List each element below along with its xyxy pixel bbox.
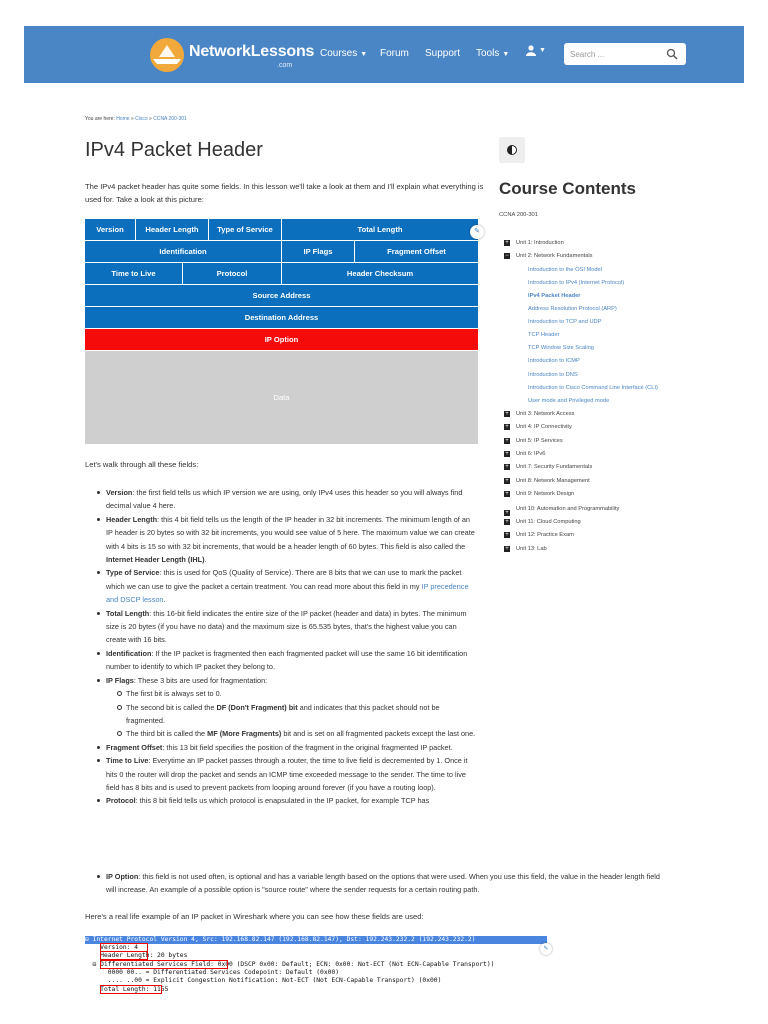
description: : this field is not used often, is optional and has a variable length based on the options that were used. When you use this field, the value in the header length field will increase. An example of a possible option is "source route" where the sender requests for a certain routing path. — [106, 872, 660, 895]
chevron-down-icon: ▼ — [360, 51, 368, 58]
course-name: CCNA 200-301 — [499, 212, 538, 218]
emphasis: MF (More Fragments) — [207, 729, 282, 739]
lesson-list — [504, 264, 694, 408]
logo-text: NetworkLessons — [189, 43, 315, 60]
list-item — [106, 794, 478, 807]
nav-forum[interactable] — [380, 48, 409, 59]
nav-tools[interactable] — [476, 48, 509, 59]
expand-icon[interactable]: + — [505, 451, 509, 458]
wireshark-line: ⊟ Differentiated Services Field: 0x00 (DSCP 0x00: Default; ECN: 0x00: Not-ECT (Not ECN-Capable Transport)) — [85, 961, 495, 968]
sub-list-item — [126, 687, 478, 700]
list-item — [106, 741, 478, 754]
list-item — [106, 647, 478, 674]
lesson-link[interactable]: TCP Window Size Scaling — [528, 345, 594, 352]
term: IP Flags — [106, 675, 134, 685]
walk-through-text: Let's walk through all these fields: — [85, 460, 199, 469]
emphasis: Internet Header Length (IHL) — [106, 555, 205, 565]
intro-paragraph: The IPv4 packet header has quite some fields. In this lesson we'll take a look at them and I'll explain what everything is used for. Take a look at this picture: — [85, 182, 484, 204]
unit-label: Unit 9: Network Design — [516, 491, 575, 498]
lesson-link[interactable]: Address Resolution Protocol (ARP) — [528, 306, 617, 313]
expand-icon[interactable]: + — [505, 518, 509, 525]
expand-icon[interactable]: + — [505, 424, 509, 431]
theme-toggle-button[interactable] — [499, 137, 525, 163]
list-item — [106, 607, 478, 647]
term: Identification — [106, 648, 152, 658]
unit-label: Unit 5: IP Services — [516, 437, 563, 444]
unit-item[interactable] — [504, 237, 694, 250]
field-list — [106, 486, 478, 808]
search-box — [564, 43, 686, 65]
lesson-link-active[interactable]: IPv4 Packet Header — [528, 293, 581, 299]
lesson-link[interactable]: Introduction to IPv4 (Internet Protocol) — [528, 279, 625, 286]
unit-item[interactable] — [504, 435, 694, 448]
list-item — [106, 754, 478, 794]
unit-label: Unit 13: Lab — [516, 545, 547, 552]
description: and indicates that this packet should not be fragmented. — [126, 702, 440, 725]
expand-icon[interactable]: + — [505, 477, 509, 484]
lesson-link[interactable]: Introduction to the OSI Model — [528, 266, 602, 273]
site-logo[interactable] — [149, 35, 315, 75]
diagram-cell-total-length: Total Length — [282, 219, 478, 240]
diagram-cell-type-of-service: Type of Service — [209, 219, 282, 240]
term: Version — [106, 488, 133, 497]
expand-icon[interactable]: + — [505, 532, 509, 539]
unit-label: Unit 12: Practice Exam — [516, 532, 574, 539]
expand-icon[interactable]: + — [505, 509, 509, 516]
sub-list-item — [126, 727, 478, 740]
diagram-cell-ip-option: IP Option — [85, 329, 478, 350]
unit-item[interactable] — [504, 250, 694, 263]
diagram-cell-protocol: Protocol — [183, 263, 282, 284]
chevron-down-icon: ▼ — [539, 47, 546, 54]
description: : the first field tells us which IP version we are using, only IPv4 uses this header so you will always find decimal value 4 here. — [106, 488, 463, 511]
list-item — [106, 486, 478, 513]
chevron-down-icon: ▼ — [502, 51, 510, 58]
term: Protocol — [106, 796, 136, 806]
term: IP Option — [106, 872, 139, 881]
wireshark-line: Total Length: 1155 — [85, 986, 169, 993]
breadcrumb-separator: » — [149, 116, 152, 122]
unit-label: Unit 3: Network Access — [516, 410, 575, 417]
nav-courses-label: Courses — [320, 48, 358, 59]
lesson-link[interactable]: Introduction to ICMP — [528, 358, 580, 365]
sub-list-item — [126, 701, 478, 728]
unit-item[interactable] — [504, 461, 694, 474]
unit-item[interactable] — [504, 529, 694, 542]
unit-item[interactable] — [504, 448, 694, 461]
unit-item[interactable] — [504, 475, 694, 488]
nav-support[interactable] — [425, 48, 460, 59]
lesson-link[interactable]: User mode and Privileged mode — [528, 397, 610, 404]
expand-icon[interactable]: + — [505, 240, 509, 246]
ipv4-header-diagram — [85, 219, 478, 444]
diagram-cell-header-checksum: Header Checksum — [282, 263, 478, 284]
breadcrumb — [85, 116, 187, 122]
unit-label: Unit 8: Network Management — [516, 477, 590, 484]
diagram-cell-version: Version — [85, 219, 136, 240]
lesson-link[interactable]: TCP Header — [528, 332, 560, 339]
breadcrumb-prefix: You are here: — [85, 116, 115, 122]
expand-icon[interactable]: + — [505, 491, 509, 498]
description: : this 13 bit field specifies the position of the fragment in the original fragmented IP packet. — [162, 742, 453, 752]
description: The first bit is always set to 0. — [126, 689, 222, 699]
collapse-icon[interactable]: − — [505, 253, 509, 260]
user-icon — [526, 45, 536, 56]
unit-item[interactable] — [504, 421, 694, 434]
term: Header Length — [106, 514, 158, 524]
lesson-link[interactable]: Introduction to TCP and UDP — [528, 319, 602, 326]
contrast-icon — [507, 145, 517, 155]
wireshark-intro-text: Here's a real life example of an IP packet in Wireshark where you can see how these fields are used: — [85, 912, 424, 921]
unit-item[interactable] — [504, 502, 694, 516]
description: : this is used for QoS (Quality of Service). There are 8 bits that we can use to mark the packet which we can use to give the packet a certain treatment. You can read more about this field in my — [106, 568, 462, 591]
site-header — [24, 26, 744, 83]
nav-support-label: Support — [425, 48, 461, 59]
breadcrumb-separator: » — [130, 116, 134, 122]
description: : If the IP packet is fragmented then each fragmented packet will use the same 16 bit identification number to identify to which IP packet they belong to. — [106, 648, 468, 672]
highlight-box — [100, 985, 162, 994]
diagram-cell-destination-address: Destination Address — [85, 307, 478, 328]
diagram-cell-time-to-live: Time to Live — [85, 263, 183, 284]
wireshark-line: .... ..00 = Explicit Congestion Notification: Not-ECT (Not ECN-Capable Transport) (0x00) — [85, 977, 442, 984]
unit-item[interactable] — [504, 408, 694, 421]
description: The third bit is called the — [126, 729, 208, 739]
list-item-ip-option — [106, 870, 666, 897]
description: : These 3 bits are used for fragmentation: — [133, 675, 268, 685]
description: : this 8 bit field tells us which protocol is enapsulated in the IP packet, for example TCP has — [135, 796, 430, 806]
description: : this 4 bit field tells us the length of the IP header in 32 bit increments. The minimum length of an IP header is 20 bytes so with 32 bit increments, you would see value of 5 here. The maximum value we can create with 4 bits is 15 so with 32 bit increments, that would be a header length of 60 bytes. This field is also called the — [106, 514, 475, 551]
user-menu[interactable] — [526, 45, 546, 59]
pin-icon[interactable]: ✎ — [540, 943, 552, 955]
nav-forum-label: Forum — [380, 48, 409, 59]
term: Fragment Offset — [106, 742, 163, 752]
list-item — [106, 513, 478, 567]
unit-label: Unit 6: IPv6 — [516, 451, 546, 458]
description: : this 16-bit field indicates the entire size of the IP packet (header and data) in bytes. The minimum size is 20 bytes (if you have no data) and the maximum size is 65.535 bytes, that's the highest value you can create with 16 bits. — [106, 608, 467, 645]
lesson-link[interactable]: Introduction to Cisco Command Line Interface (CLI) — [528, 384, 658, 391]
unit-label: Unit 4: IP Connectivity — [516, 424, 572, 431]
wireshark-line: 0000 00.. = Differentiated Services Codepoint: Default (0x00) — [85, 969, 340, 976]
unit-label: Unit 2: Network Fundamentals — [516, 253, 593, 260]
term: Type of Service — [106, 568, 160, 578]
unit-label: Unit 10: Automation and Programmability — [516, 505, 620, 512]
diagram-cell-data: Data — [85, 351, 478, 444]
emphasis: DF (Don't Fragment) bit — [216, 702, 298, 712]
unit-label: Unit 11: Cloud Computing — [516, 518, 581, 525]
description: The second bit is called the — [126, 702, 217, 712]
diagram-cell-identification: Identification — [85, 241, 282, 262]
list-item — [106, 674, 478, 687]
nav-tools-label: Tools — [476, 48, 500, 59]
wireshark-line: ⊟ Internet Protocol Version 4, Src: 192.168.82.147 (192.168.82.147), Dst: 192.243.232.2 (192.243.232.2) — [85, 936, 547, 944]
term: Time to Live — [106, 756, 149, 766]
list-item — [106, 566, 478, 606]
breadcrumb-cisco[interactable]: Cisco — [135, 116, 148, 122]
diagram-cell-header-length: Header Length — [136, 219, 209, 240]
punctuation: . — [163, 595, 166, 605]
lesson-link[interactable]: Introduction to DNS — [528, 371, 578, 378]
breadcrumb-home[interactable]: Home — [116, 116, 130, 122]
highlight-box — [100, 960, 228, 969]
unit-item[interactable] — [504, 488, 694, 501]
unit-label: Unit 7: Security Fundamentals — [516, 464, 593, 471]
logo-sub: .com — [277, 62, 293, 69]
logo-mark-icon — [149, 37, 185, 73]
unit-item[interactable] — [504, 516, 694, 529]
expand-icon[interactable]: + — [505, 410, 509, 417]
page-title: IPv4 Packet Header — [85, 139, 263, 161]
pin-icon[interactable]: ✎ — [470, 225, 484, 239]
unit-label: Unit 1: Introduction — [516, 240, 564, 246]
description: : Everytime an IP packet passes through a router, the time to live field is decremented by 1. Once it hits 0 the router will drop the packet and sends an ICMP time exceeded message to the sender. The time to live field has 8 bits and is used to prevent packets from looping around forever (if you have a routing loop). — [106, 756, 468, 792]
diagram-cell-source-address: Source Address — [85, 285, 478, 306]
diagram-cell-fragment-offset: Fragment Offset — [355, 241, 478, 262]
unit-item[interactable] — [504, 543, 694, 556]
wireshark-line: Version: 4 — [85, 944, 139, 951]
diagram-cell-ip-flags: IP Flags — [282, 241, 355, 262]
breadcrumb-ccna[interactable]: CCNA 200-301 — [153, 116, 187, 122]
search-input[interactable] — [570, 47, 660, 61]
search-icon[interactable] — [666, 48, 678, 60]
wireshark-screenshot — [85, 936, 547, 1008]
course-contents-title: Course Contents — [499, 179, 636, 198]
nav-courses[interactable] — [320, 48, 367, 59]
term: Total Length — [106, 608, 150, 618]
punctuation: . — [204, 555, 207, 565]
highlight-box — [100, 951, 148, 960]
expand-icon[interactable]: + — [505, 464, 509, 471]
description: bit and is set on all fragmented packets except the last one. — [281, 729, 476, 739]
expand-icon[interactable]: + — [505, 545, 509, 552]
dscp-lesson-link[interactable]: IP precedence and DSCP lesson — [106, 581, 469, 605]
expand-icon[interactable]: + — [505, 437, 509, 444]
wireshark-line: Header Length: 20 bytes — [85, 952, 188, 959]
course-outline — [504, 237, 694, 556]
